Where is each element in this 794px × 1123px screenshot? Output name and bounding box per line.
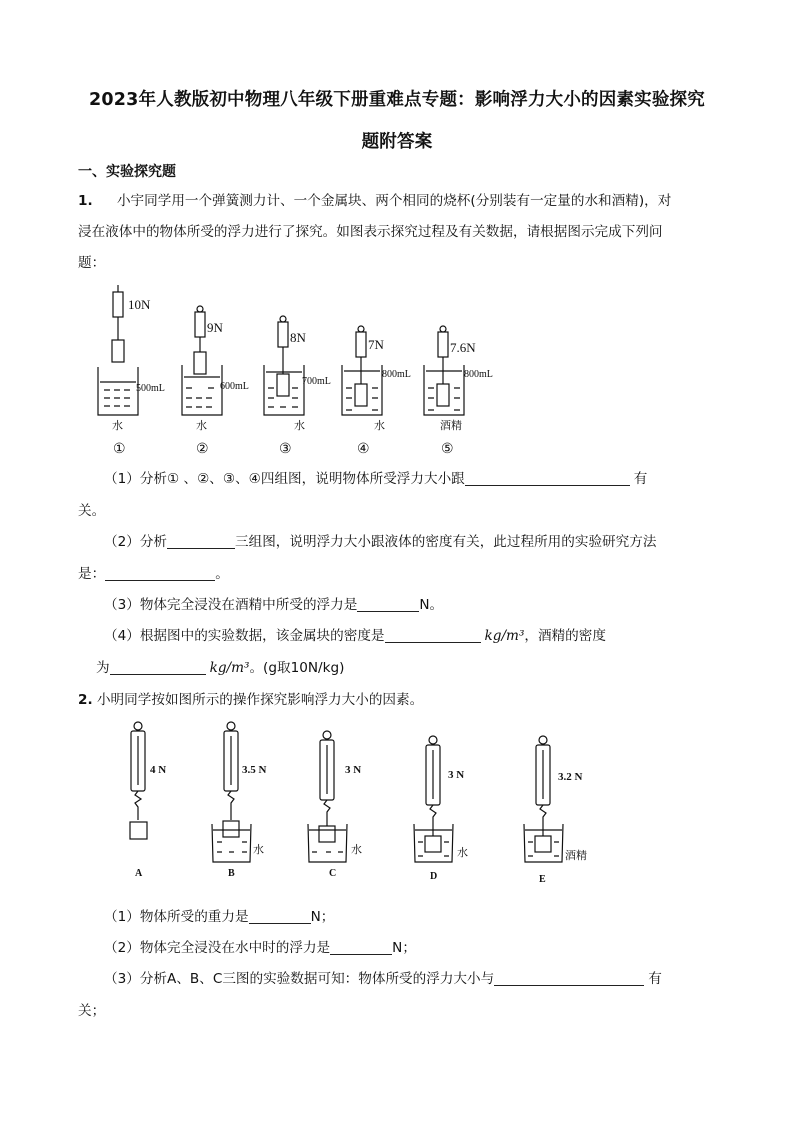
q1-part-4-text: （4）根据图中的实验数据，该金属块的密度是 <box>104 628 385 644</box>
q1-apparatus-4 <box>342 326 382 415</box>
q1-label-5: ⑤ <box>441 442 454 457</box>
q2-label-E: E <box>539 874 546 885</box>
q1-apparatus-5 <box>424 326 464 415</box>
q2-label-B: B <box>228 868 235 879</box>
q2-part-2-text: （2）物体完全浸没在水中时的浮力是 <box>104 940 331 956</box>
q1-part-1-end: 有 <box>633 471 648 487</box>
q1-apparatus-3 <box>264 316 304 415</box>
q1-part-2-text-c: 是： <box>78 566 106 582</box>
q1-part-2-text-a: （2）分析 <box>104 534 168 550</box>
q1-volume-5: 800mL <box>464 369 493 380</box>
q2-part-1-blank[interactable] <box>249 909 311 924</box>
q2-apparatus-D <box>414 736 453 862</box>
q1-part-4-text-d: 。(g取10N/kg) <box>249 660 345 676</box>
q1-part-4-blank-1[interactable] <box>385 628 481 643</box>
q1-part-4-blank-2[interactable] <box>110 660 206 675</box>
q1-label-4: ④ <box>357 442 370 457</box>
q2-liquid-C: 水 <box>351 844 362 856</box>
q2-part-3-text: （3）分析A、B、C三图的实验数据可知：物体所受的浮力大小与 <box>104 971 495 987</box>
q2-part-3-cont: 关； <box>78 1003 106 1019</box>
q1-part-3-end: N。 <box>419 597 444 613</box>
q1-liquid-1: 水 <box>112 420 123 432</box>
q2-apparatus-A <box>130 722 147 839</box>
title-line-1: 2023年人教版初中物理八年级下册重难点专题：影响浮力大小的因素实验探究 <box>89 90 705 110</box>
q1-part-4-text-c: 为 <box>96 660 110 676</box>
q2-reading-B: 3.5 N <box>242 764 267 776</box>
q1-part-3 <box>104 593 443 613</box>
q1-volume-2: 600mL <box>220 381 249 392</box>
q2-reading-C: 3 N <box>345 764 362 776</box>
q1-intro-line-1 <box>78 189 671 209</box>
q1-part-4-unit-2: kg/m³ <box>209 660 250 676</box>
q1-reading-3: 8N <box>290 330 306 345</box>
q2-text-1: 小明同学按如图所示的操作探究影响浮力大小的因素。 <box>96 692 424 708</box>
q2-liquid-B: 水 <box>253 844 264 856</box>
q2-label-C: C <box>329 868 337 879</box>
q2-part-3 <box>104 967 662 987</box>
q1-part-1-text: （1）分析① 、②、③、④四组图，说明物体所受浮力大小跟 <box>104 471 465 487</box>
q1-apparatus-1 <box>98 285 138 415</box>
q2-part-3-end: 有 <box>648 971 662 987</box>
q2-reading-A: 4 N <box>150 764 167 776</box>
q1-text-1: 小宇同学用一个弹簧测力计、一个金属块、两个相同的烧杯(分别装有一定量的水和酒精)，对 <box>116 193 672 209</box>
q1-part-1-blank[interactable] <box>465 471 630 486</box>
q1-part-2-cont <box>78 562 229 582</box>
q1-part-2-text-b: 三组图，说明浮力大小跟液体的密度有关，此过程所用的实验研究方法 <box>235 534 657 550</box>
q1-part-4-unit-1: kg/m³ <box>484 628 525 644</box>
q2-apparatus-C <box>308 731 347 862</box>
q2-liquid-D: 水 <box>457 847 468 859</box>
q2-intro <box>78 688 423 708</box>
q2-apparatus-E <box>524 736 563 862</box>
q1-label-2: ② <box>196 442 209 457</box>
q2-part-1-text: （1）物体所受的重力是 <box>104 909 249 925</box>
q1-liquid-4: 水 <box>374 420 385 432</box>
q1-reading-5: 7.6N <box>450 340 476 355</box>
q1-part-2 <box>104 530 656 550</box>
q1-part-1 <box>104 467 647 487</box>
title-line-2: 题附答案 <box>361 132 433 152</box>
q1-number: 1. <box>78 193 93 209</box>
q1-part-2-blank-2[interactable] <box>105 566 215 581</box>
q1-liquid-3: 水 <box>294 420 305 432</box>
q2-reading-D: 3 N <box>448 769 465 781</box>
q1-label-3: ③ <box>279 442 292 457</box>
q2-part-3-blank[interactable] <box>494 971 644 986</box>
q2-reading-E: 3.2 N <box>558 771 583 783</box>
q2-part-1-end: N； <box>310 909 335 925</box>
q1-intro-line-2: 浸在液体中的物体所受的浮力进行了探究。如图表示探究过程及有关数据，请根据图示完成下列问 <box>78 224 663 240</box>
q1-apparatus-2 <box>182 306 222 415</box>
q1-liquid-2: 水 <box>196 420 207 432</box>
q1-liquid-5: 酒精 <box>440 420 462 432</box>
q2-label-D: D <box>430 871 438 882</box>
q2-part-1 <box>104 905 334 925</box>
q2-part-2-end: N； <box>392 940 416 956</box>
q1-reading-2: 9N <box>207 320 223 335</box>
q1-part-2-blank-1[interactable] <box>167 534 235 549</box>
q1-volume-4: 800mL <box>382 369 411 380</box>
q2-apparatus-B <box>212 722 251 862</box>
q1-part-1-cont: 关。 <box>78 503 106 519</box>
q1-reading-1: 10N <box>128 297 151 312</box>
q1-part-2-text-d: 。 <box>215 566 229 582</box>
q1-reading-4: 7N <box>368 337 384 352</box>
q2-number: 2. <box>78 692 93 708</box>
q2-label-A: A <box>135 868 143 879</box>
q1-part-4 <box>104 624 606 644</box>
q1-volume-1: 500mL <box>136 383 165 394</box>
section-heading: 一、实验探究题 <box>78 164 176 180</box>
q2-part-2-blank[interactable] <box>330 940 392 955</box>
q1-intro-line-3: 题： <box>78 255 106 271</box>
q1-volume-3: 700mL <box>302 376 331 387</box>
q1-part-3-text: （3）物体完全浸没在酒精中所受的浮力是 <box>104 597 358 613</box>
q1-part-4-text-b: ，酒精的密度 <box>524 628 606 644</box>
q2-liquid-E: 酒精 <box>565 850 587 862</box>
q1-label-1: ① <box>113 442 126 457</box>
q1-part-4-cont <box>96 656 344 676</box>
q1-part-3-blank[interactable] <box>357 597 419 612</box>
q2-part-2 <box>104 936 416 956</box>
